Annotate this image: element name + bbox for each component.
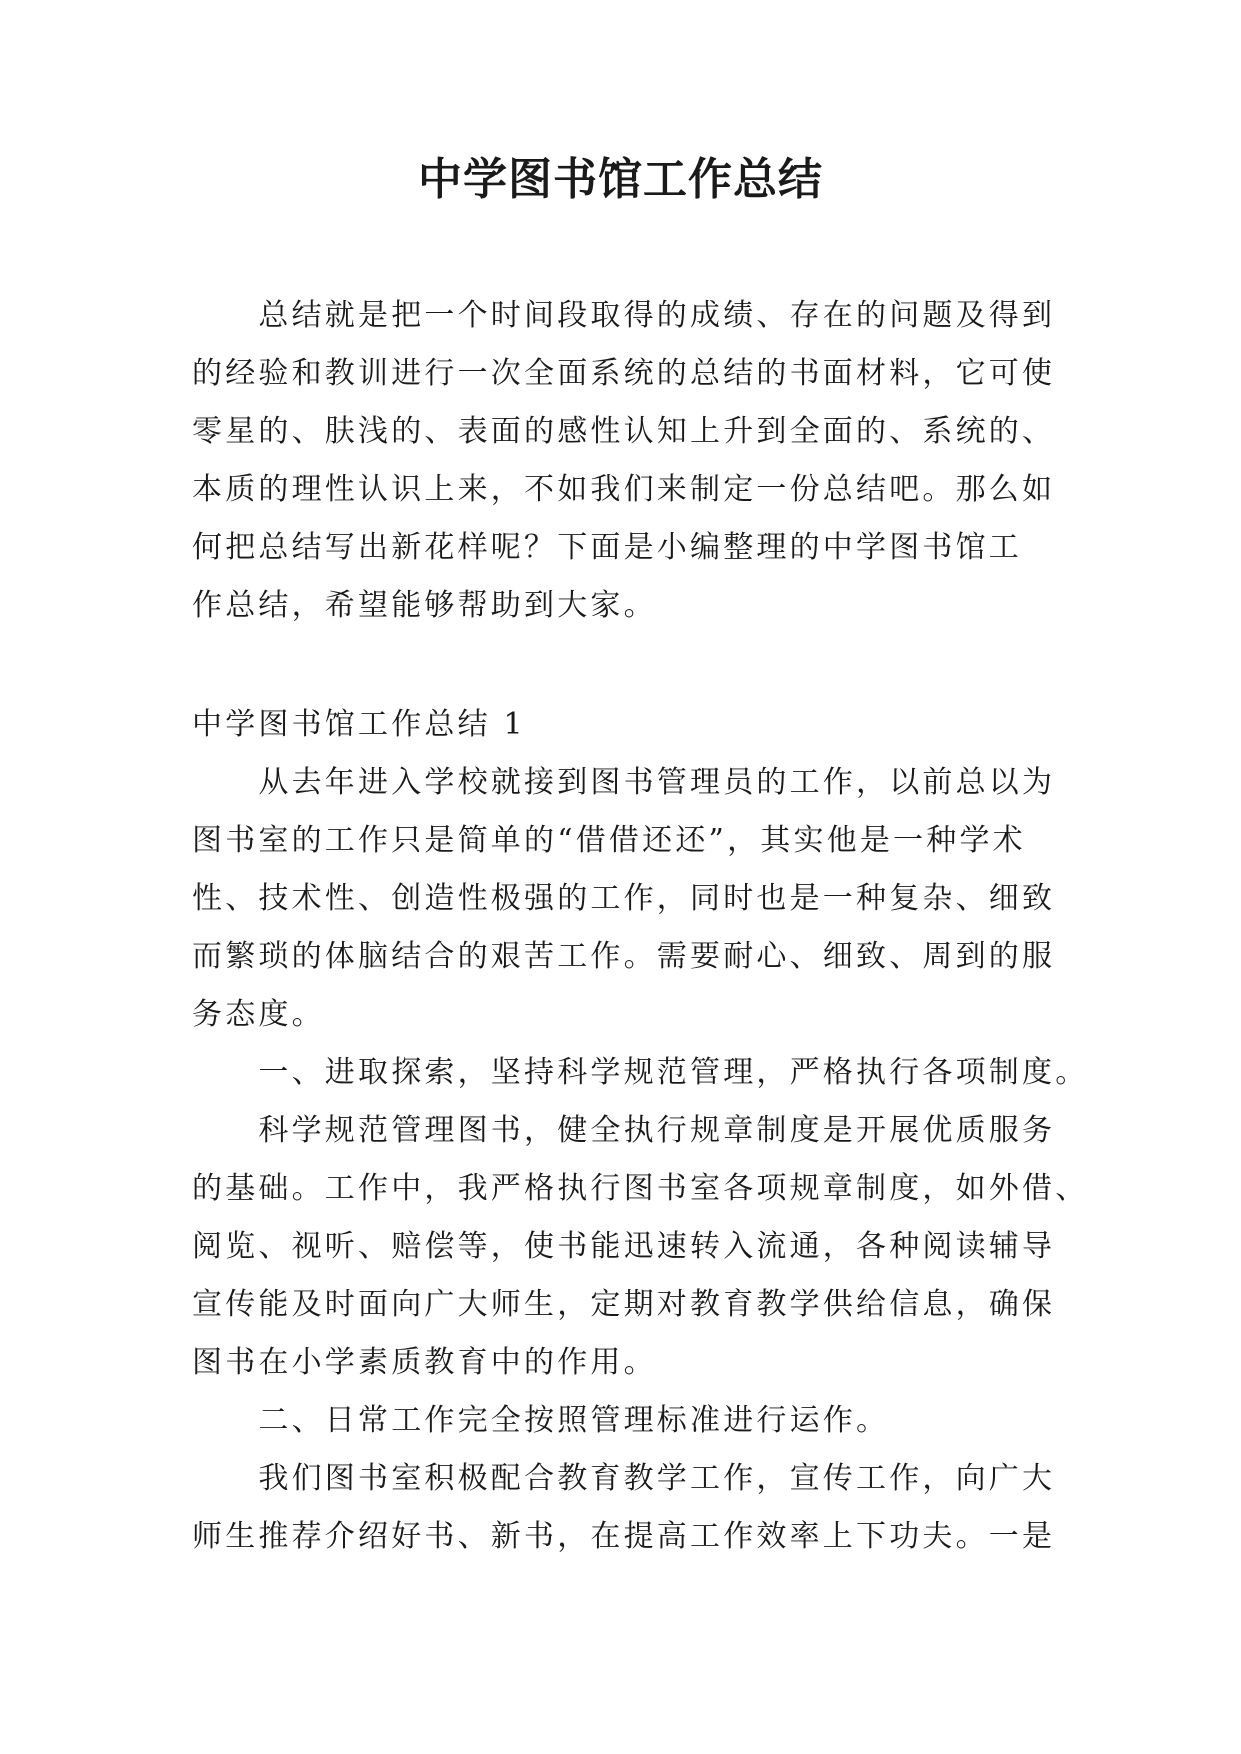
text-line: 的经验和教训进行一次全面系统的总结的书面材料，它可使 [192, 356, 1056, 391]
text-line: 而繁琐的体脑结合的艰苦工作。需要耐心、细致、周到的服 [192, 939, 1056, 974]
text-line: 的基础。工作中，我严格执行图书室各项规章制度，如外借、 [192, 1171, 1089, 1206]
intro-paragraph [192, 287, 1060, 635]
text-line: 本质的理性认识上来，不如我们来制定一份总结吧。那么如 [192, 472, 1056, 507]
document-title: 中学图书馆工作总结 [418, 154, 823, 205]
subheading-line: 二、日常工作完全按照管理标准进行运作。 [192, 1403, 890, 1438]
section-1 [192, 696, 1089, 1566]
text-line: 师生推荐介绍好书、新书，在提高工作效率上下功夫。一是 [192, 1519, 1056, 1554]
text-line: 总结就是把一个时间段取得的成绩、存在的问题及得到 [192, 298, 1056, 333]
text-line: 何把总结写出新花样呢？下面是小编整理的中学图书馆工 [192, 530, 1022, 565]
text-line: 宣传能及时面向广大师生，定期对教育教学供给信息，确保 [192, 1287, 1056, 1322]
text-line: 从去年进入学校就接到图书管理员的工作，以前总以为 [192, 765, 1056, 800]
text-line: 阅览、视听、赔偿等，使书能迅速转入流通，各种阅读辅导 [192, 1229, 1056, 1264]
text-line: 我们图书室积极配合教育教学工作，宣传工作，向广大 [192, 1461, 1056, 1496]
text-line: 性、技术性、创造性极强的工作，同时也是一种复杂、细致 [192, 881, 1056, 916]
text-line: 作总结，希望能够帮助到大家。 [192, 588, 657, 623]
section-heading: 中学图书馆工作总结 1 [192, 707, 526, 742]
text-line: 务态度。 [192, 997, 325, 1032]
subheading-line: 一、进取探索，坚持科学规范管理，严格执行各项制度。 [192, 1055, 1089, 1090]
text-line: 图书室的工作只是简单的“借借还还”，其实他是一种学术 [192, 823, 1026, 858]
text-line: 零星的、肤浅的、表面的感性认知上升到全面的、系统的、 [192, 414, 1056, 449]
text-line: 科学规范管理图书，健全执行规章制度是开展优质服务 [192, 1113, 1056, 1148]
text-line: 图书在小学素质教育中的作用。 [192, 1345, 657, 1380]
